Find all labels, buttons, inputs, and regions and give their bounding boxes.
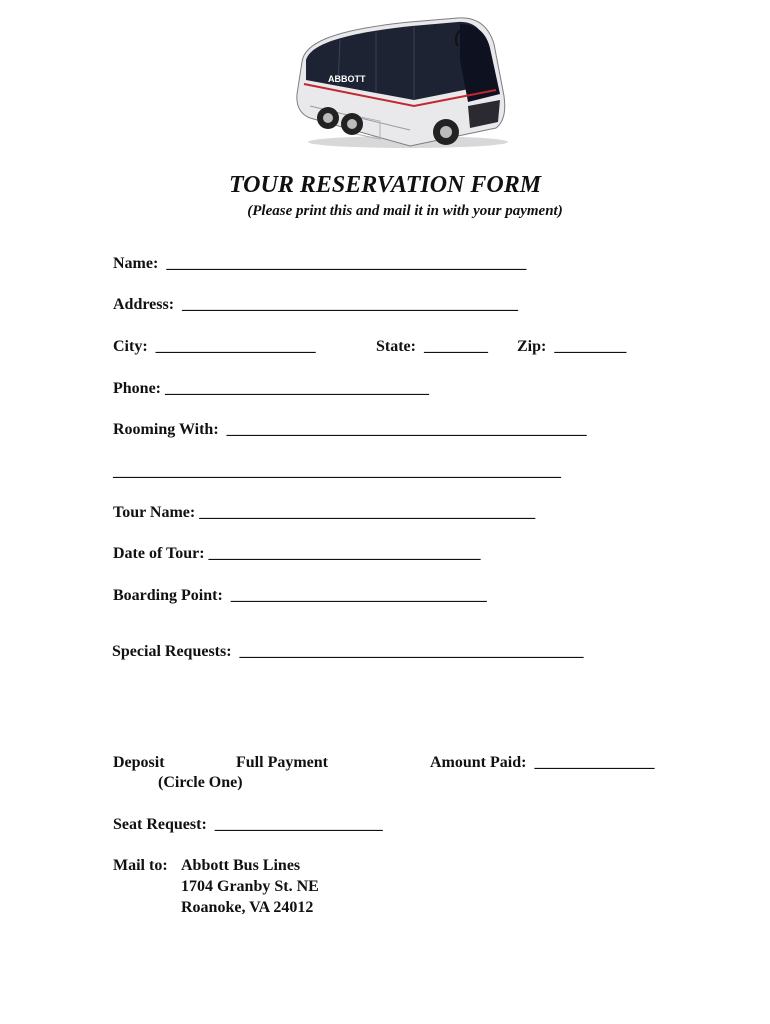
bus-photo	[290, 14, 512, 154]
boarding-point-field[interactable]: Boarding Point: ________________________________	[113, 587, 487, 604]
form-subtitle: (Please print this and mail it in with your payment)	[247, 203, 563, 219]
city-field[interactable]: City: ____________________	[113, 338, 316, 355]
date-of-tour-field[interactable]: Date of Tour: __________________________________	[113, 545, 481, 562]
rooming-with-field[interactable]: Rooming With: _____________________________________________	[113, 421, 587, 438]
rooming-with-line2[interactable]: ________________________________________________________	[113, 463, 561, 480]
circle-one-note: (Circle One)	[158, 774, 243, 791]
seat-request-field[interactable]: Seat Request: _____________________	[113, 816, 383, 833]
tour-name-field[interactable]: Tour Name: __________________________________________	[113, 504, 536, 521]
zip-field[interactable]: Zip: _________	[517, 338, 627, 355]
phone-field[interactable]: Phone: _________________________________	[113, 380, 429, 397]
full-payment-option[interactable]: Full Payment	[236, 754, 328, 771]
mail-address-line3: Roanoke, VA 24012	[181, 899, 314, 916]
bus-brand-text: ABBOTT	[328, 74, 366, 84]
mail-address-line2: 1704 Granby St. NE	[181, 878, 319, 895]
state-field[interactable]: State: ________	[376, 338, 488, 355]
address-field[interactable]: Address: __________________________________________	[113, 296, 519, 313]
special-requests-field[interactable]: Special Requests: ___________________________________________	[112, 643, 584, 660]
deposit-option[interactable]: Deposit	[113, 754, 165, 771]
form-title: TOUR RESERVATION FORM	[228, 172, 542, 198]
mail-to-label: Mail to:	[113, 857, 168, 874]
name-field[interactable]: Name: _____________________________________________	[113, 255, 527, 272]
mail-address-line1: Abbott Bus Lines	[181, 857, 301, 874]
amount-paid-field[interactable]: Amount Paid: _______________	[430, 754, 655, 771]
